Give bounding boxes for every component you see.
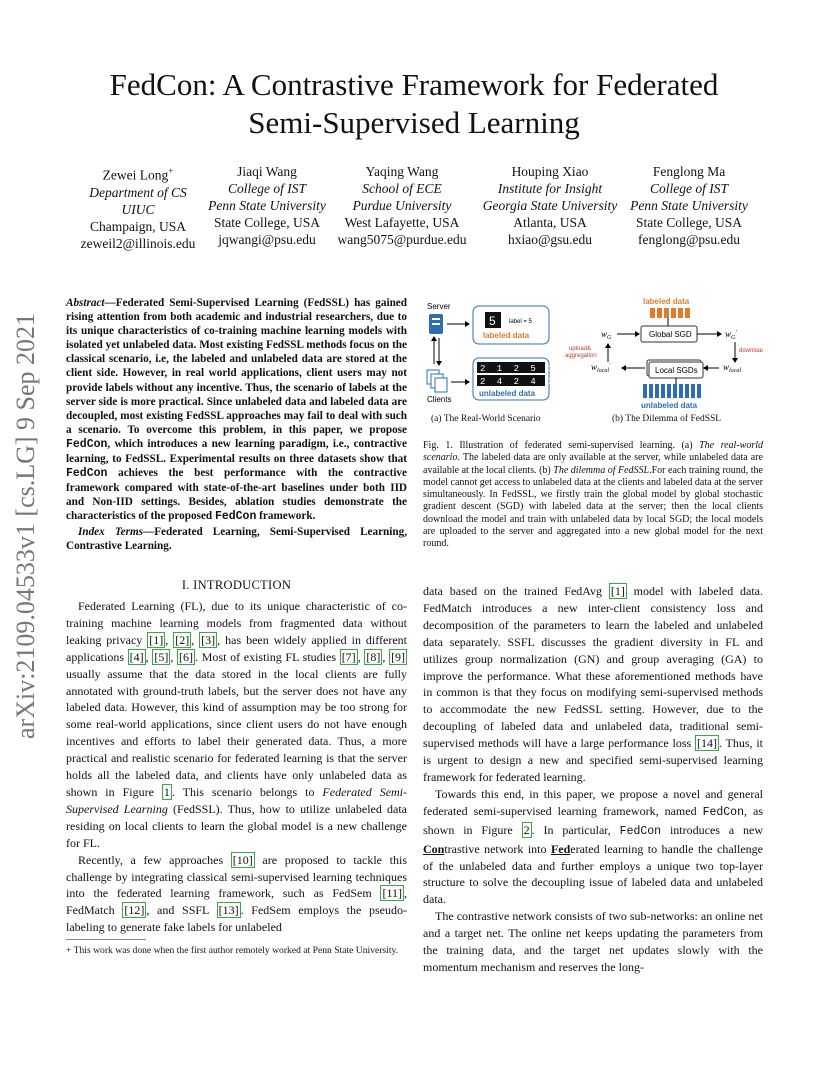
- svg-text:wlocal: $w_{local}$: [723, 362, 742, 374]
- labeled-data-bars: [650, 308, 690, 318]
- author-block: Zewei Long+ Department of CS UIUC Champaign, USA zeweil2@illinois.edu: [80, 166, 196, 251]
- citation-link[interactable]: [7]: [341, 649, 356, 664]
- svg-text:unlabeled data: unlabeled data: [641, 401, 698, 410]
- server-label: Server: [427, 302, 451, 311]
- footnote-rule: [66, 939, 146, 940]
- intro-right-column: data based on the trained FedAvg [1] model with labeled data. FedMatch introduces a new inter-client consistency loss and decomposition of the parameters to learn the labeled and unlabeled data separately. SSFL discusses the gradient diversity in FL and utilizes group normalization (GN) and group averaging (GA) to improve the performance. What these aforementioned methods have in common is that they focus on modifying semi-supervised methods to accommodate the new FedSSL setting. However, due to the decoupling of labeled data and unlabeled data, traditional semi-supervised methods will have a large performance loss [14] . Thus, it is urgent to design a new and specified semi-supervised learning framework for federated learning. Towards this end, in this paper, we propose a novel and general federated semi-supervised learning framework, named FedCon, as shown in Figure 2 . In particular, FedCon introduces a new Contrastive network into Federated learning to handle the challenge of the unlabeled data and further employs a unique two top-layer structure to solve the decoupling issue of labeled data and unlabeled data. The contrastive network consists of two sub-networks: an online net and a target net. The online net keeps updating the parameters from the training data, and the target net updates slowly with the momentum mechanism and reserves the long-: [423, 584, 764, 974]
- figure-1: [423, 296, 763, 416]
- author-block: Yaqing Wang School of ECE Purdue University West Lafayette, USA wang5075@purdue.edu: [337, 164, 467, 247]
- svg-text:2 4 2 4 7: 2 4 2 4 7: [480, 377, 556, 387]
- citation-link[interactable]: [3]: [201, 632, 216, 647]
- abstract: Abstract—Federated Semi-Supervised Learning (FedSSL) has gained rising attention from both academic and industrial researchers, due to its unique characteristics of co-training machine learning models with isolated yet unlabeled data. Most existing FedSSL methods focus on the classical scenario, i.e, the labeled and unlabeled data are stored at the client side. However, in real world applications, client users may not provide labels without any incentive. Thus, the scenario of labels at the server side is more practical. Since unlabeled data and labeled data are decoupled, most existing FedSSL approaches may fail to deal with such a scenario. To overcome this problem, in this paper, we propose FedCon, which introduces a new learning paradigm, i.e., contractive learning, to FedSSL. Experimental results on three datasets show that FedCon achieves the best performance with the contractive framework compared with state-of-the-art baselines under both IID and Non-IID settings. Besides, ablation studies demonstrate the characteristics of the proposed FedCon framework. Index Terms—Federated Learning, Semi-Supervised Learning, Contrastive Learning.: [66, 297, 407, 552]
- author-block: Fenglong Ma College of IST Penn State University State College, USA fenglong@psu.edu: [630, 164, 748, 247]
- svg-text:wG': $w_G'$: [725, 329, 737, 341]
- citation-link[interactable]: [12]: [124, 903, 145, 918]
- figure-link[interactable]: 2: [523, 822, 530, 837]
- svg-text:wlocal': $w_{local}'$: [591, 362, 611, 374]
- intro-left-column: Federated Learning (FL), due to its unique characteristic of co-training machine learning models from fragmented data without leaking privacy [1] , [2] , [3] , has been widely applied in different applications [4] , [5] , [6] . Most of existing FL studies [7] , [8] , [9] usually assume that the data stored in the local clients are fully annotated with ground-truth labels, but the server does not have any labeled data. However, this kind of assumption may be too strong for some real-world applications, since client users do not have enough incentives and efforts to label their generated data. Thus, a more practical and realistic scenario for federated learning is that the server holds all the labeled data, and clients have only unlabeled data as shown in Figure 1 . This scenario belongs to Federated Semi-Supervised Learning (FedSSL). Thus, how to utilize unlabeled data residing on local clients to learn the global model is a new challenge for FL. Recently, a few approaches [10] are proposed to tackle this challenge by integrating classical semi-supervised learning techniques into the federated learning framework, such as FedSem [11] , FedMatch [12] , and SSFL [13] . FedSem employs the pseudo-labeling to generate fake labels for unlabeled: [66, 599, 408, 935]
- author-block: Houping Xiao Institute for Insight Georgia State University Atlanta, USA hxiao@gsu.edu: [482, 164, 618, 247]
- unlabeled-data-bars: [643, 384, 701, 398]
- clients-label: Clients: [427, 395, 452, 404]
- svg-text:upload&: upload&: [569, 346, 592, 352]
- citation-link[interactable]: [10]: [232, 852, 253, 867]
- footnote: + This work was done when the first author remotely worked at Penn State University.: [66, 945, 399, 956]
- citation-link[interactable]: [11]: [382, 886, 402, 901]
- citation-link[interactable]: [13]: [218, 903, 239, 918]
- section-heading: I. INTRODUCTION: [181, 578, 292, 592]
- svg-text:labeled data: labeled data: [483, 331, 530, 340]
- svg-text:label = 5: label = 5: [509, 319, 532, 325]
- subcaption-a: (a) The Real-World Scenario: [431, 414, 541, 424]
- citation-link[interactable]: [6]: [179, 649, 194, 664]
- arxiv-stamp: arXiv:2109.04533v1 [cs.LG] 9 Sep 2021: [11, 312, 40, 739]
- svg-text:Local SGDs: Local SGDs: [655, 366, 698, 375]
- svg-text:wG: $w_G$: [601, 329, 612, 341]
- paper-title: FedCon: A Contrastive Framework for Federated Semi-Supervised Learning: [109, 67, 719, 140]
- svg-text:Global SGD: Global SGD: [649, 330, 692, 339]
- figure-caption: Fig. 1. Illustration of federated semi-supervised learning. (a) The real-world scenario. The labeled data are only available at the server, while unlabeled data are available at the local clients. (b) The dilemma of FedSSL.For each training round, the model cannot get access to unlabeled data at the clients and labeled data at the server simultaneously. In FedSSL, we firstly train the global model by global stochastic gradient descent (SGD) with labeled data at the server; then the local clients download the model and train with unlabeled data by local SGD; the local models are uploaded to the server and aggregated into a new global model for the next round.: [423, 440, 763, 550]
- figure-1-graphic: [423, 296, 763, 416]
- svg-text:download: download: [739, 348, 763, 354]
- citation-link[interactable]: [5]: [154, 649, 169, 664]
- citation-link[interactable]: [9]: [391, 649, 406, 664]
- citation-link[interactable]: [8]: [366, 649, 381, 664]
- citation-link[interactable]: [2]: [175, 632, 190, 647]
- citation-link[interactable]: [4]: [129, 649, 144, 664]
- svg-text:2 1 2 5 1: 2 1 2 5 1: [480, 364, 556, 374]
- author-block: Jiaqi Wang College of IST Penn State University State College, USA jqwangi@psu.edu: [208, 164, 326, 247]
- svg-text:labeled data: labeled data: [643, 297, 690, 306]
- svg-text:aggregation: aggregation: [565, 353, 597, 359]
- svg-text:unlabeled data: unlabeled data: [479, 389, 536, 398]
- citation-link[interactable]: [14]: [696, 736, 717, 751]
- subcaption-b: (b) The Dilemma of FedSSL: [612, 414, 722, 424]
- citation-link[interactable]: [1]: [610, 584, 625, 598]
- svg-text:5: 5: [489, 314, 496, 328]
- figure-link[interactable]: 1: [163, 784, 170, 799]
- index-terms-label: Index Terms: [78, 525, 144, 538]
- citation-link[interactable]: [1]: [149, 632, 164, 647]
